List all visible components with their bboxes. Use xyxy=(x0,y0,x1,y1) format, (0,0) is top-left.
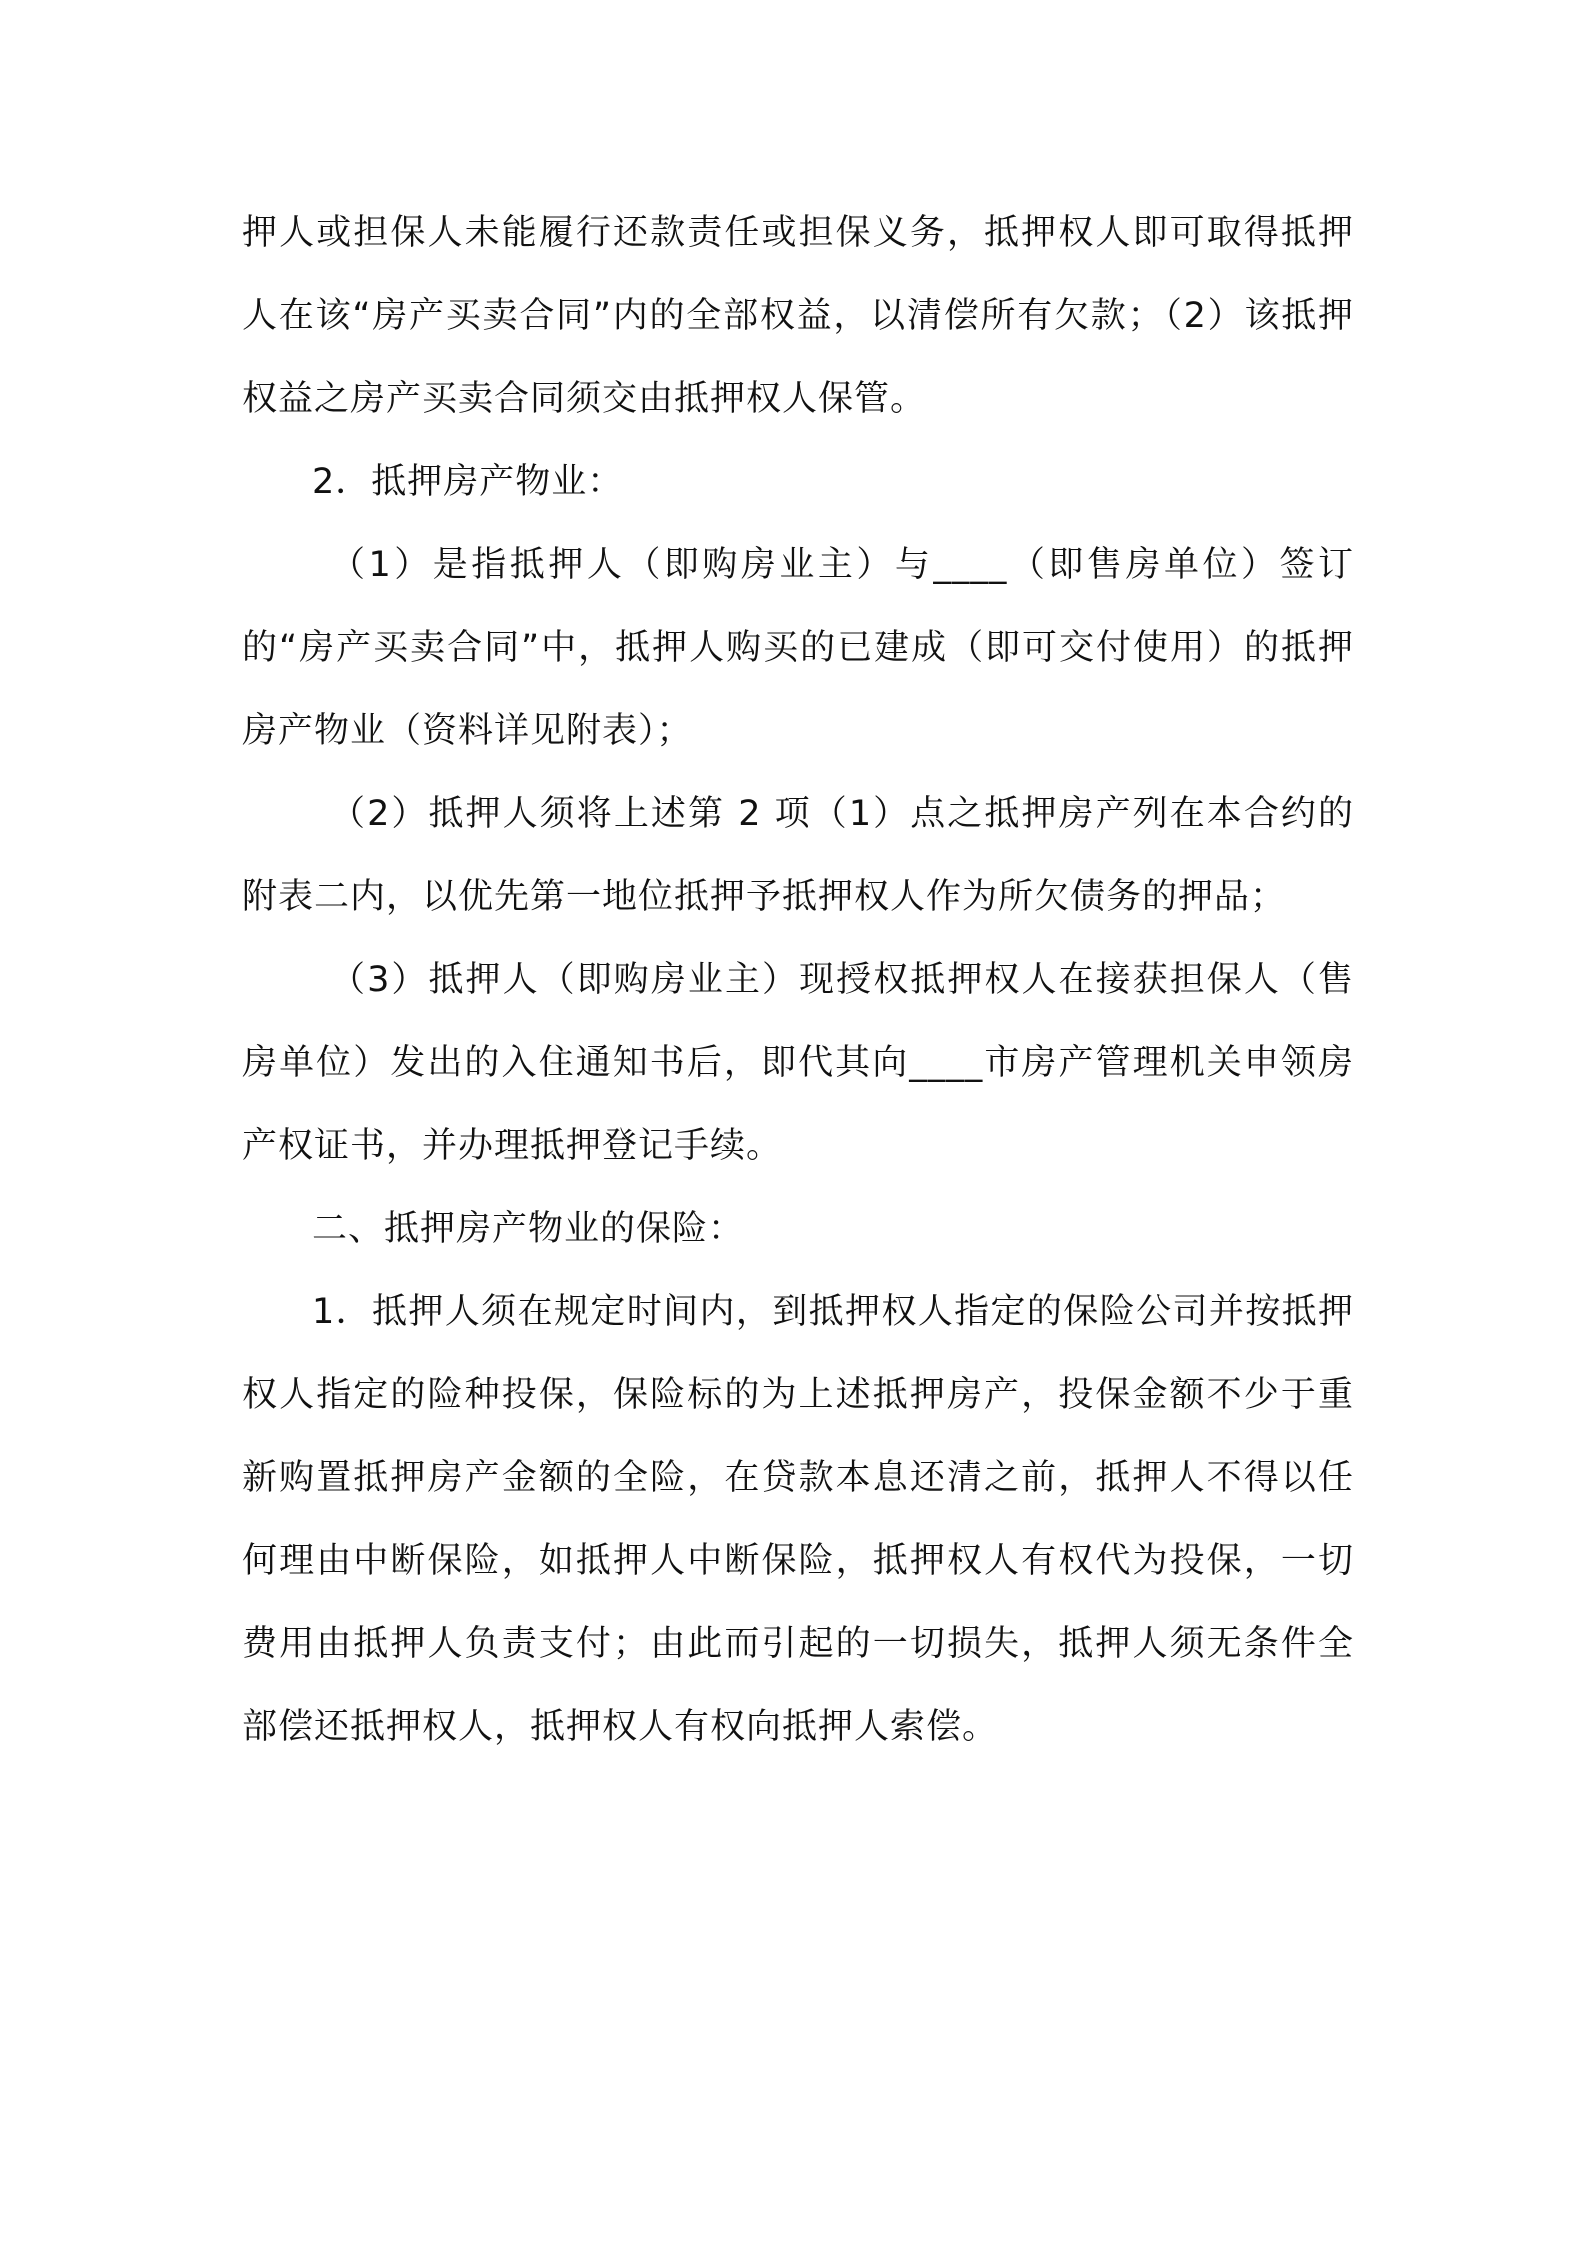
paragraph-insurance-clause-1: 1．抵押人须在规定时间内，到抵押权人指定的保险公司并按抵押权人指定的险种投保，保险标的为上述抵押房产，投保金额不少于重新购置抵押房产金额的全险，在贷款本息还清之前，抵押人不得以任何理由中断保险，如抵押人中断保险，抵押权人有权代为投保，一切费用由抵押人负责支付；由此而引起的一切损失，抵押人须无条件全部偿还抵押权人，抵押权人有权向抵押人索偿。 xyxy=(242,1292,1354,1747)
paragraph-item-2: （2）抵押人须将上述第 2 项（1）点之抵押房产列在本合约的附表二内，以优先第一地位抵押予抵押权人作为所欠债务的押品； xyxy=(242,794,1354,917)
paragraph-item-1: （1）是指抵押人（即购房业主）与____（即售房单位）签订的“房产买卖合同”中，抵押人购买的已建成（即可交付使用）的抵押房产物业（资料详见附表）； xyxy=(242,545,1354,751)
document-body xyxy=(242,192,1354,1769)
paragraph-item-3: （3）抵押人（即购房业主）现授权抵押权人在接获担保人（售房单位）发出的入住通知书后，即代其向____市房产管理机关申领房产权证书，并办理抵押登记手续。 xyxy=(242,960,1354,1166)
paragraph-section-2-heading: 2．抵押房产物业： xyxy=(312,462,624,502)
paragraph-insurance-heading: 二、抵押房产物业的保险： xyxy=(312,1209,745,1249)
paragraph-continuation: 押人或担保人未能履行还款责任或担保义务，抵押权人即可取得抵押人在该“房产买卖合同”内的全部权益，以清偿所有欠款；（2）该抵押权益之房产买卖合同须交由抵押权人保管。 xyxy=(242,213,1354,419)
